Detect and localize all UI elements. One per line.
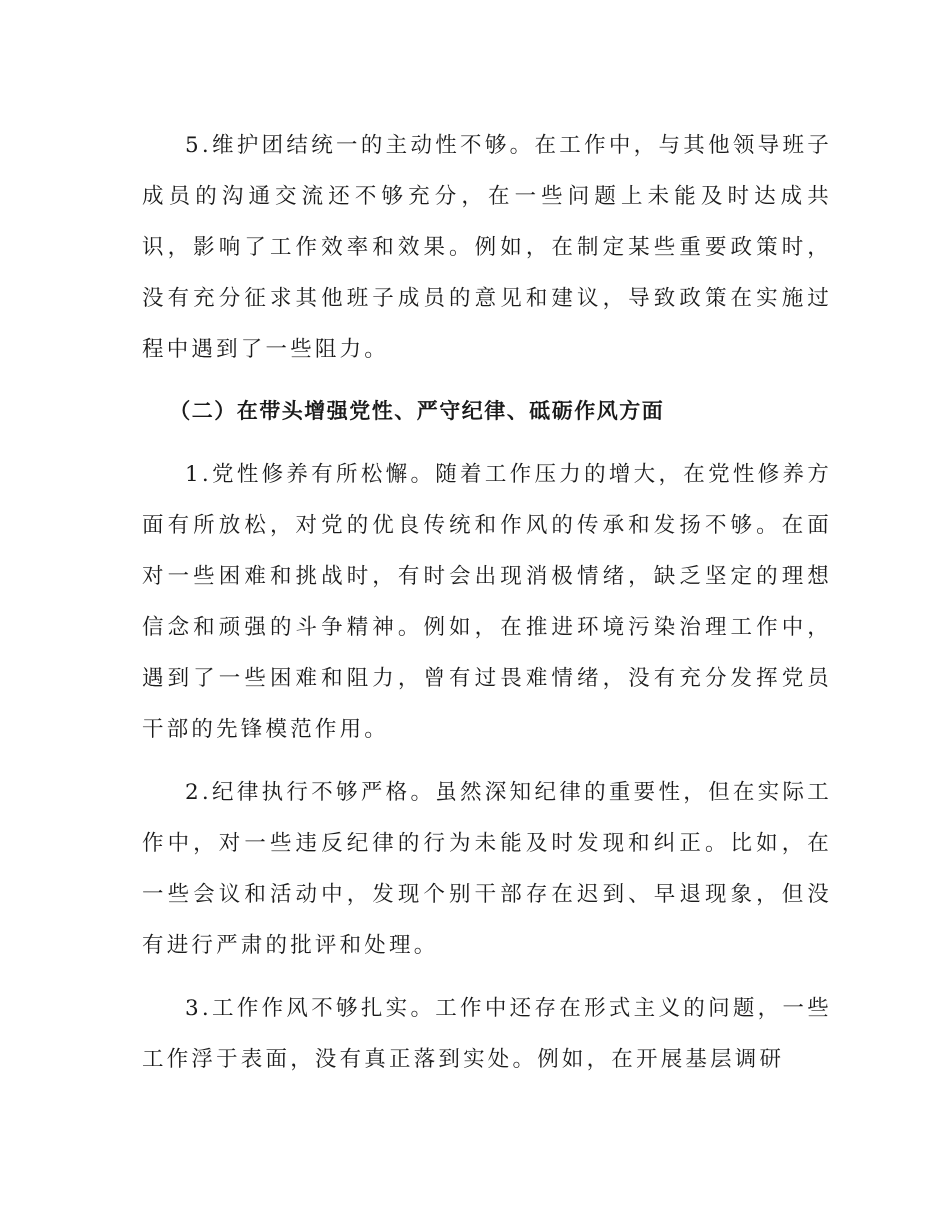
paragraph-item-1: 1.党性修养有所松懈。随着工作压力的增大，在党性修养方面有所放松，对党的优良传统和作风的传承和发扬不够。在面对一些困难和挑战时，有时会出现消极情绪，缺乏坚定的理想信念和顽强的斗争精神。例如，在推进环境污染治理工作中，遇到了一些困难和阻力，曾有过畏难情绪，没有充分发挥党员干部的先锋模范作用。: [142, 462, 832, 742]
section-heading: （二）在带头增强党性、严守纪律、砥砺作风方面: [169, 399, 665, 423]
paragraph-item-2: 2.纪律执行不够严格。虽然深知纪律的重要性，但在实际工作中，对一些违反纪律的行为未能及时发现和纠正。比如，在一些会议和活动中，发现个别干部存在迟到、早退现象，但没有进行严肃的批评和处理。: [142, 780, 832, 958]
paragraph-item-5: 5.维护团结统一的主动性不够。在工作中，与其他领导班子成员的沟通交流还不够充分，在一些问题上未能及时达成共识，影响了工作效率和效果。例如，在制定某些重要政策时，没有充分征求其他班子成员的意见和建议，导致政策在实施过程中遇到了一些阻力。: [142, 133, 832, 362]
paragraph-item-3: 3.工作作风不够扎实。工作中还存在形式主义的问题，一些工作浮于表面，没有真正落到实处。例如，在开展基层调研: [142, 996, 832, 1072]
document-page: [142, 120, 832, 1085]
